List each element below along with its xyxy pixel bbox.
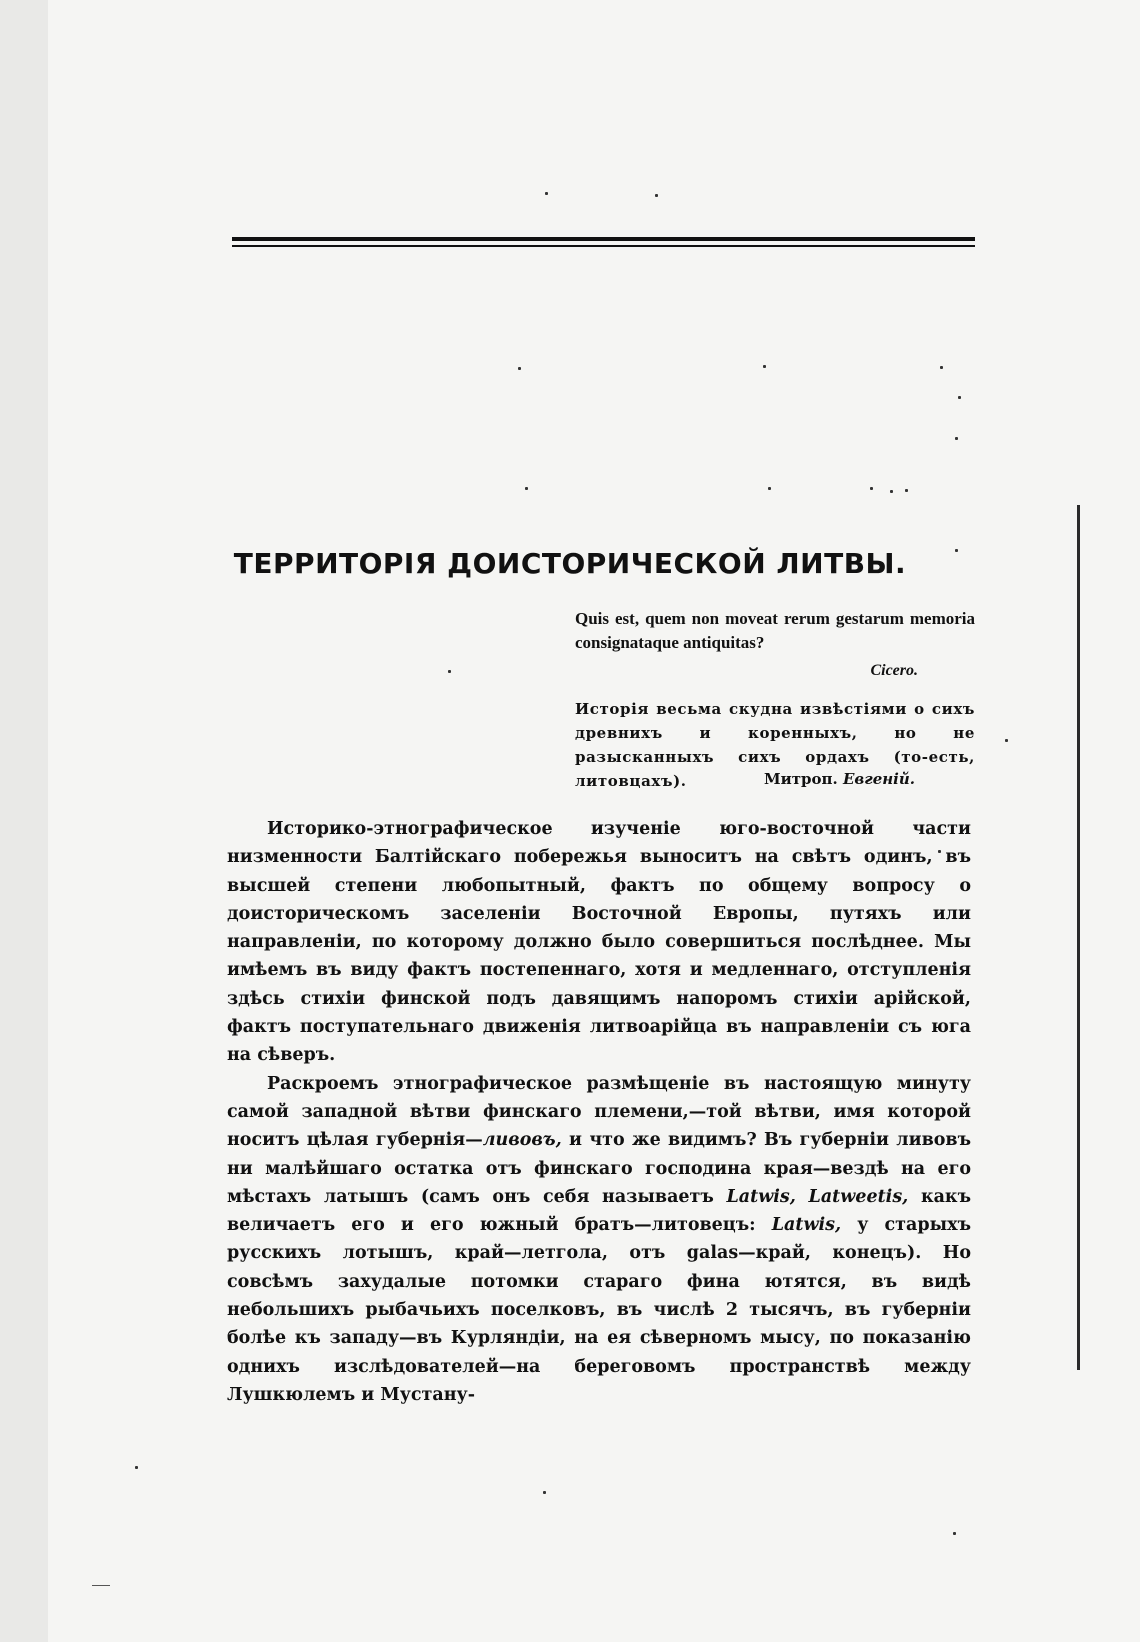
paragraph-2-part-c: какъ величаетъ его и его южный братъ—литовецъ:	[227, 1186, 971, 1236]
scan-speck	[545, 192, 548, 195]
emphasis-livov: ливовъ,	[482, 1130, 562, 1151]
scan-speck	[525, 487, 528, 490]
scan-speck	[763, 365, 766, 368]
epigraph-latin: Quis est, quem non moveat rerum gestarum memoria consignataque antiquitas?	[575, 609, 975, 652]
emphasis-latwis: Latwis, Latweetis,	[726, 1186, 909, 1207]
scan-speck	[958, 396, 961, 399]
paragraph-2-part-a: Раскроемъ этнографическое размѣщеніе въ настоящую минуту самой западной вѣтви финскаго племени,—той вѣтви, имя которой носитъ цѣлая губернія—	[227, 1073, 971, 1151]
emphasis-latwis-2: Latwis,	[771, 1215, 842, 1236]
scan-margin-shade	[0, 0, 48, 1642]
body-text	[227, 815, 971, 1409]
epigraph-russian: Исторія весьма скудна извѣстіями о сихъ древнихъ и коренныхъ, но не разысканныхъ сихъ ордахъ (то-есть, литовцахъ).	[575, 700, 975, 790]
scan-speck	[890, 490, 893, 493]
scan-speck	[953, 1532, 956, 1535]
scan-speck	[135, 1466, 138, 1469]
scan-speck	[955, 437, 958, 440]
epigraph-latin-author: Cicero.	[870, 662, 918, 679]
scan-speck	[955, 549, 958, 552]
scan-speck	[543, 1491, 546, 1494]
scan-page-edge	[1077, 505, 1080, 1370]
paragraph-2	[227, 1070, 971, 1410]
scan-speck	[1005, 739, 1008, 742]
paragraph-2-part-d: у старыхъ русскихъ лотышъ, край—летгола, отъ galas—край, конецъ). Но совсѣмъ захудалые потомки стараго фина ютятся, въ видѣ небольшихъ рыбачьихъ поселковъ, въ числѣ 2 тысячъ, въ губерніи болѣе къ западу—въ Курляндіи, на ея сѣверномъ мысу, по показанію однихъ изслѣдователей—на береговомъ пространствѣ между Лушкюлемъ и Мустану-	[227, 1215, 971, 1405]
scan-speck	[768, 487, 771, 490]
scan-speck	[905, 489, 908, 492]
scan-speck	[870, 487, 873, 490]
epigraph-author-prefix: Митроп.	[764, 770, 838, 788]
epigraph-russian-author	[764, 770, 915, 788]
paragraph-1: Историко-этнографическое изученіе юго-восточной части низменности Балтійскаго побережья выноситъ на свѣтъ одинъ, въ высшей степени любопытный, фактъ по общему вопросу о доисторическомъ заселеніи Восточной Европы, путяхъ или направленіи, по которому должно было совершиться послѣднее. Мы имѣемъ въ виду фактъ постепеннаго, хотя и медленнаго, отступленія здѣсь стихіи финской подъ давящимъ напоромъ стихіи арійской, фактъ поступательнаго движенія литвоарійца въ направленіи съ юга на сѣверъ.	[227, 819, 971, 1066]
scan-speck	[518, 367, 521, 370]
page-title: ТЕРРИТОРІЯ ДОИСТОРИЧЕСКОЙ ЛИТВЫ.	[233, 547, 907, 580]
scan-speck	[655, 194, 658, 197]
header-rule-thick	[232, 237, 975, 241]
scan-speck	[940, 366, 943, 369]
scan-dash-mark	[92, 1585, 110, 1586]
header-rule-thin	[232, 245, 975, 247]
scan-speck	[448, 670, 451, 673]
epigraph-author-name: Евгеній.	[842, 770, 915, 788]
paragraph-2-part-b: и что же видимъ? Въ губерніи ливовъ ни малѣйшаго остатка отъ финскаго господина края—вездѣ на его мѣстахъ латышъ (самъ онъ себя называетъ	[227, 1130, 971, 1207]
